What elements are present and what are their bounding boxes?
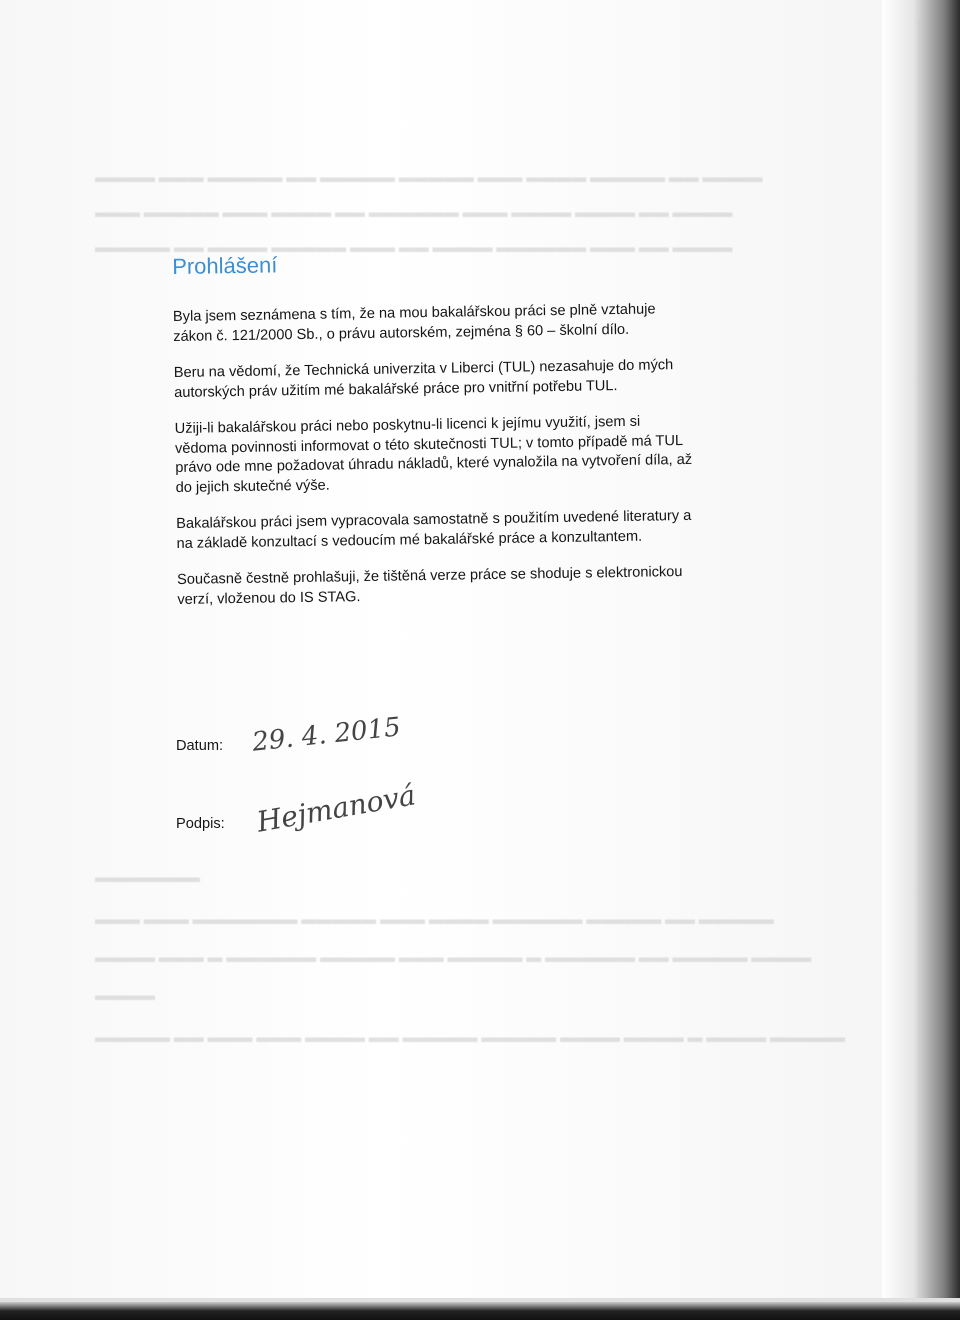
declaration-content (172, 246, 698, 627)
date-row (176, 712, 403, 758)
page-title: Prohlášení (172, 252, 278, 279)
bleed-through-decoration: ▬▬▬ ▬▬▬▬▬ ▬▬▬ ▬▬▬▬ ▬▬ ▬▬▬▬▬▬ ▬▬▬ ▬▬▬▬ ▬▬▬▬ ▬▬ ▬▬▬▬ (95, 205, 733, 221)
paragraph-copyright-law: Byla jsem seznámena s tím, že na mou bakalářskou práci se plně vztahuje zákon č. 121/2000 Sb., o právu autorském, zejména § 60 – školní dílo. (172, 301, 656, 345)
bleed-through-decoration: ▬▬▬ ▬▬▬ ▬▬▬▬▬▬▬ ▬▬▬▬▬ ▬▬▬ ▬▬▬▬ ▬▬▬▬▬▬ ▬▬▬▬▬ ▬▬ ▬▬▬▬▬ (95, 912, 774, 928)
bleed-through-decoration: ▬▬▬▬ (95, 988, 155, 1004)
bleed-through-decoration: ▬▬▬▬ ▬▬▬ ▬▬▬▬▬ ▬▬ ▬▬▬▬▬ ▬▬▬▬▬ ▬▬▬ ▬▬▬▬ ▬▬▬▬▬ ▬▬ ▬▬▬▬ (95, 170, 763, 186)
date-label: Datum: (176, 738, 224, 754)
bleed-through-decoration: ▬▬▬▬ ▬▬▬ ▬ ▬▬▬▬▬▬ ▬▬▬▬▬ ▬▬▬ ▬▬▬▬▬ ▬ ▬▬▬▬▬▬ ▬▬ ▬▬▬▬▬ ▬▬▬▬ (95, 950, 812, 966)
bleed-through-decoration: ▬▬▬▬▬ ▬▬ ▬▬▬ ▬▬▬ ▬▬▬▬ ▬▬ ▬▬▬▬▬ ▬▬▬▬▬ ▬▬▬▬ ▬▬▬▬ ▬ ▬▬▬▬ ▬▬▬▬▬ (95, 1030, 845, 1046)
signature-label: Podpis: (176, 816, 225, 832)
scan-bottom-edge-shadow (0, 1302, 960, 1320)
scan-right-edge-shadow (882, 0, 960, 1320)
bleed-through-decoration: ▬▬▬▬▬ ▬▬ ▬▬▬▬ ▬▬▬▬▬ ▬▬▬ ▬▬ ▬▬▬▬ ▬▬▬▬▬▬ ▬▬▬ ▬▬ ▬▬▬▬ (95, 240, 733, 256)
handwritten-date: 29. 4. 2015 (250, 712, 403, 758)
signature-row (176, 778, 418, 839)
paragraph-electronic-version: Současně čestně prohlašuji, že tištěná verze práce se shoduje s elektronickou verzí, vloženou do IS STAG. (176, 564, 683, 608)
scan-right-edge-line (918, 20, 920, 1310)
paragraph-university-rights: Beru na vědomí, že Technická univerzita v Liberci (TUL) nezasahuje do mých autorských práv užitím mé bakalářské práce pro vnitřní potřebu TUL. (173, 357, 674, 401)
paragraph-licence-obligation: Užiji-li bakalářskou práci nebo poskytnu-li licenci k jejímu využití, jsem si vědoma povinnosti informovat o této skutečnosti TUL; v tomto případě má TUL právo ode mne požadovat úhradu nákladů, které vynaložila na vytvoření díla, až do jejich skutečné výše. (174, 413, 693, 496)
handwritten-signature: Hejmanová (254, 778, 418, 839)
paragraph-independent-work: Bakalářskou práci jsem vypracovala samostatně s použitím uvedené literatury a na základě konzultací s vedoucím mé bakalářské práce a konzultantem. (176, 507, 692, 552)
bleed-through-decoration: ▬▬▬▬▬▬▬ (95, 870, 200, 886)
